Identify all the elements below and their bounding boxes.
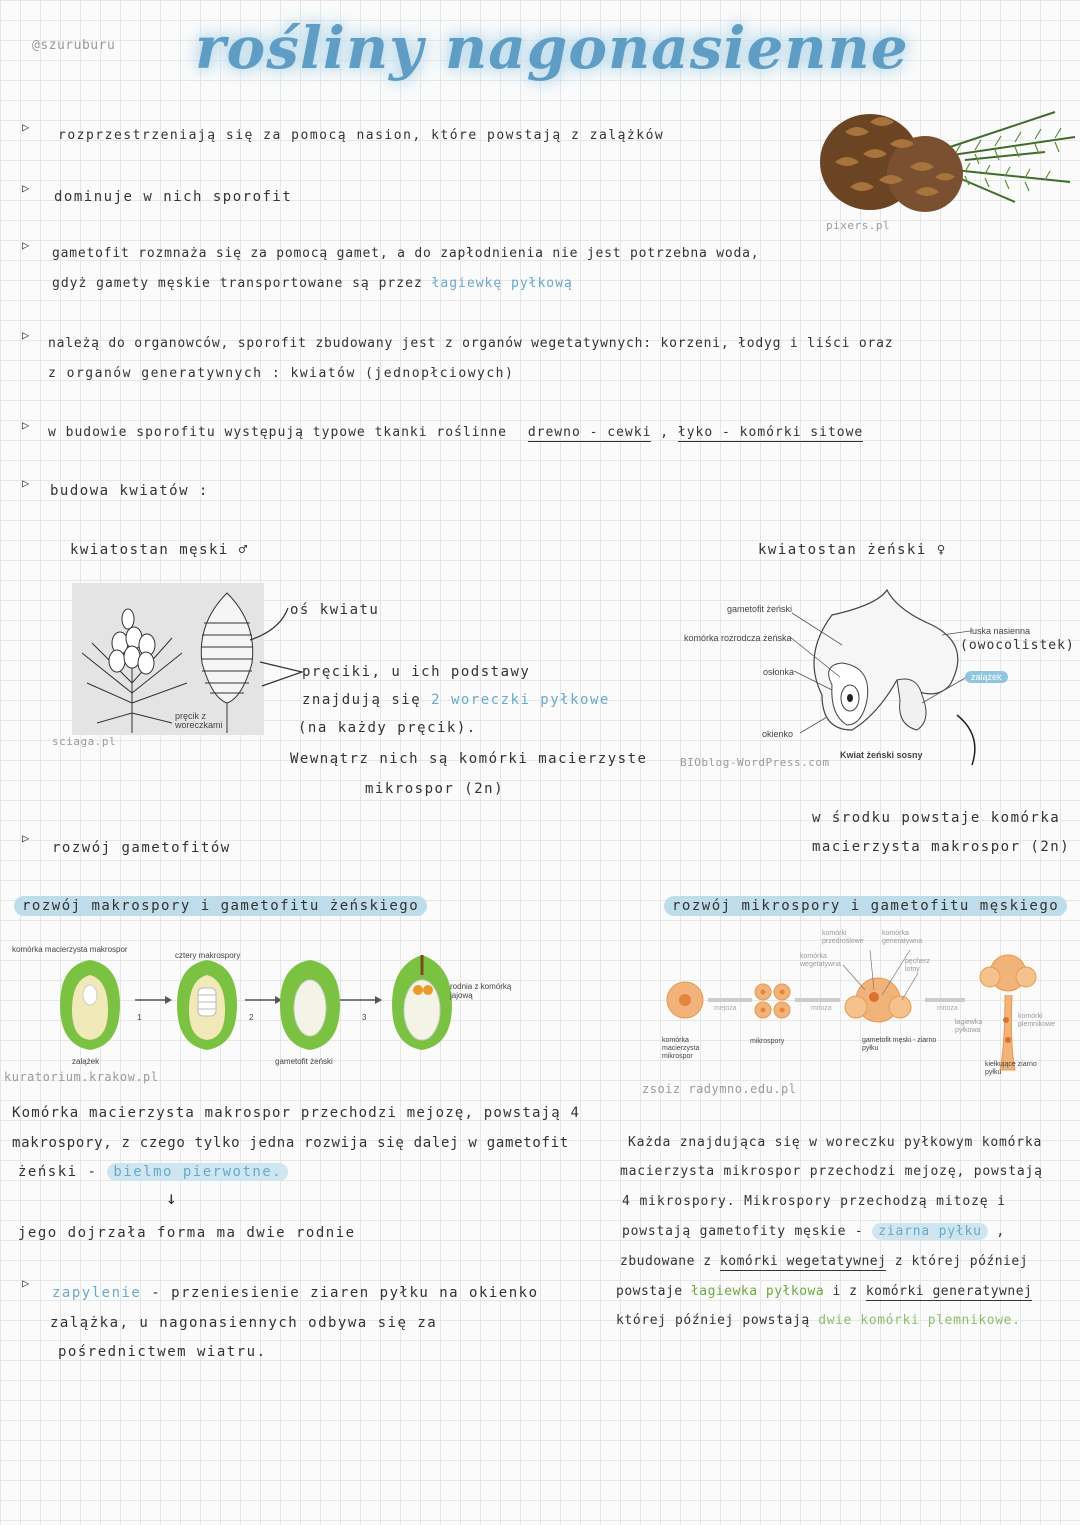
macro-heading: rozwój makrospory i gametofitu żeńskiego [14, 896, 427, 916]
label-integument: osłonka [763, 667, 795, 677]
label-carpel: (owocolistek) [960, 638, 1075, 653]
bullet-marker: ▷ [22, 831, 30, 845]
macrospore-diagram [40, 950, 480, 1060]
credit-pixers: pixers.pl [826, 219, 891, 232]
macro-text-l1: Komórka macierzysta makrospor przechodzi mejozę, powstają 4 [12, 1105, 581, 1121]
macro-step-2: 2 [249, 1013, 254, 1022]
bullet-marker: ▷ [22, 181, 30, 195]
credit-kuratorium: kuratorium.krakow.pl [4, 1070, 159, 1084]
down-arrow: ↓ [166, 1188, 179, 1209]
micro-label-air-sac: pęcherz lotny [905, 958, 930, 973]
macro-step-1: 1 [137, 1013, 142, 1022]
bullet-gametophyte-l2 [52, 276, 573, 291]
pollination-l1 [52, 1285, 539, 1301]
label-gametophyte: gametofit żeński [727, 604, 793, 614]
female-figure-caption: Kwiat żeński sosny [840, 750, 923, 760]
credit-sciaga: sciaga.pl [52, 735, 117, 748]
macro-text-l2: makrospory, z czego tylko jedna rozwija się dalej w gametofit [12, 1135, 569, 1151]
bullet-tissues [48, 425, 863, 440]
micro-text-l6-lead: powstaje [616, 1284, 683, 1299]
label-seed-scale: łuska nasienna [970, 626, 1031, 636]
macro-text-l3 [18, 1164, 288, 1180]
comma: , [996, 1224, 1005, 1239]
male-desc-l3: (na każdy pręcik). [298, 720, 477, 736]
micro-text-l6-mid: i z [832, 1284, 858, 1299]
bullet-organs-l1: należą do organowców, sporofit zbudowany jest z organów wegetatywnych: korzeni, łodyg i liści oraz [48, 336, 894, 351]
term-vegetative-cell: komórki wegetatywnej [719, 1254, 887, 1269]
label-reproductive-cell: komórka rozrodcza żeńska [684, 633, 792, 643]
bullet-gametophyte-text: gdyż gamety męskie transportowane są przez [52, 276, 423, 291]
term-phloem: łyko - komórki sitowe [677, 425, 864, 440]
micro-label-tube: łagiewka pyłkowa [955, 1019, 983, 1034]
macro-label-ovule: zalążek [72, 1057, 100, 1066]
micro-label-generative: komórka generatywna [882, 930, 923, 945]
male-cone-image [72, 583, 264, 735]
macro-label-four: cztery makrospory [175, 951, 241, 960]
micro-text-l7-lead: której później powstają [616, 1313, 810, 1328]
micro-label-male-gametophyte: gametofit męski - ziarno pyłku [862, 1037, 937, 1052]
macro-label-mother-cell: komórka macierzysta makrospor [12, 945, 128, 954]
term-pollination: zapylenie [52, 1285, 142, 1301]
micro-label-prothallial: komórki przedroślowe [822, 930, 864, 945]
page-title: rośliny nagonasienne [195, 14, 909, 82]
author-watermark: @szuruburu [32, 38, 116, 53]
bullet-tissues-text: w budowie sporofitu występują typowe tkanki roślinne [48, 425, 507, 440]
micro-label-germinating: kiełkujące ziarno pyłku [985, 1061, 1037, 1076]
micro-label-vegetative: komórka wegetatywna [800, 953, 841, 968]
micro-label-meiosis: mejoza [714, 1005, 737, 1012]
stamen-label: pręcik z woreczkami [175, 711, 223, 730]
term-pollen-grains: ziarna pyłku [872, 1223, 988, 1240]
micro-text-l1: Każda znajdująca się w woreczku pyłkowym komórka [628, 1135, 1043, 1150]
gametophyte-heading: rozwój gametofitów [52, 840, 231, 856]
bullet-organs-l2: z organów generatywnych : kwiatów (jednopłciowych) [48, 366, 515, 381]
term-xylem: drewno - cewki [527, 425, 652, 440]
term-pollen-tube: łagiewkę pyłkową [431, 276, 573, 291]
comma: , [660, 425, 670, 440]
credit-bioblog: BIOblog-WordPress.com [680, 756, 830, 769]
macro-step-3: 3 [362, 1013, 367, 1022]
micro-text-l5-lead: zbudowane z [620, 1254, 712, 1269]
micro-text-l4 [622, 1224, 1005, 1239]
label-micropyle: okienko [762, 729, 794, 739]
micro-text-l5 [620, 1254, 1028, 1269]
macro-label-gametophyte: gametofit żeński [275, 1057, 333, 1066]
micro-text-l4-lead: powstają gametofity męskie - [622, 1224, 864, 1239]
pine-cone-image [815, 92, 1080, 217]
female-note-l1: w środku powstaje komórka [812, 810, 1061, 826]
male-desc-l2 [302, 692, 610, 708]
term-pollen-tube-2: łagiewka pyłkowa [690, 1284, 825, 1299]
male-desc-l5: mikrospor (2n) [365, 781, 505, 797]
bullet-marker: ▷ [22, 1276, 30, 1290]
female-inflorescence-title: kwiatostan żeński ♀ [758, 542, 947, 558]
male-desc-l1: pręciki, u ich podstawy [302, 664, 531, 680]
term-sperm-cells: dwie komórki plemnikowe. [818, 1313, 1021, 1328]
male-desc-l4: Wewnątrz nich są komórki macierzyste [290, 751, 648, 767]
macro-text-l3-lead: żeński - [18, 1164, 98, 1180]
bullet-marker: ▷ [22, 238, 30, 252]
micro-label-mitosis: mitoza [811, 1005, 832, 1012]
micro-heading: rozwój mikrospory i gametofitu męskiego [664, 896, 1067, 916]
term-generative-cell: komórki generatywnej [865, 1284, 1033, 1299]
micro-label-mitosis-2: mitoza [937, 1005, 958, 1012]
term-primary-endosperm: bielmo pierwotne. [107, 1163, 288, 1181]
bullet-sporophyte: dominuje w nich sporofit [54, 189, 293, 205]
bullet-gametophyte-l1: gametofit rozmnaża się za pomocą gamet, a do zapłodnienia nie jest potrzebna woda, [52, 246, 760, 261]
bullet-marker: ▷ [22, 328, 30, 342]
bullet-flowers: budowa kwiatów : [50, 483, 209, 499]
male-axis-label: oś kwiatu [290, 602, 380, 618]
micro-label-mother-cell: komórka macierzysta mikrospor [662, 1037, 700, 1060]
pollination-def: - przeniesienie ziaren pyłku na okienko [151, 1285, 539, 1301]
micro-label-sperm: komórki plemnikowe [1018, 1013, 1055, 1028]
bullet-marker: ▷ [22, 120, 30, 134]
macro-text-l4: jego dojrzała forma ma dwie rodnie [18, 1225, 356, 1241]
micro-text-l5-tail: z której później [894, 1254, 1029, 1269]
male-desc-text: znajdują się [302, 692, 422, 708]
macro-label-archegonium: rodnia z komórką jajową [450, 982, 512, 1000]
female-note-l2: macierzysta makrospor (2n) [812, 839, 1071, 855]
male-inflorescence-title: kwiatostan męski ♂ [70, 542, 249, 558]
bullet-marker: ▷ [22, 418, 30, 432]
pollination-l3: pośrednictwem wiatru. [58, 1344, 267, 1360]
credit-zsoiz: zsoiz radymno.edu.pl [642, 1082, 797, 1096]
micro-text-l6 [616, 1284, 1032, 1299]
bullet-marker: ▷ [22, 476, 30, 490]
micro-label-microspores: mikrospory [750, 1038, 785, 1045]
term-pollen-sacs: 2 woreczki pyłkowe [431, 692, 610, 708]
micro-text-l3: 4 mikrospory. Mikrospory przechodzą mitozę i [622, 1194, 1006, 1209]
micro-text-l7 [616, 1313, 1021, 1328]
label-ovule: zalążek [965, 671, 1008, 683]
pollination-l2: zalążka, u nagonasiennych odbywa się za [50, 1315, 438, 1331]
micro-text-l2: macierzysta mikrospor przechodzi mejozę, powstają [620, 1164, 1043, 1179]
bullet-seeds: rozprzestrzeniają się za pomocą nasion, które powstają z zalążków [58, 128, 665, 143]
